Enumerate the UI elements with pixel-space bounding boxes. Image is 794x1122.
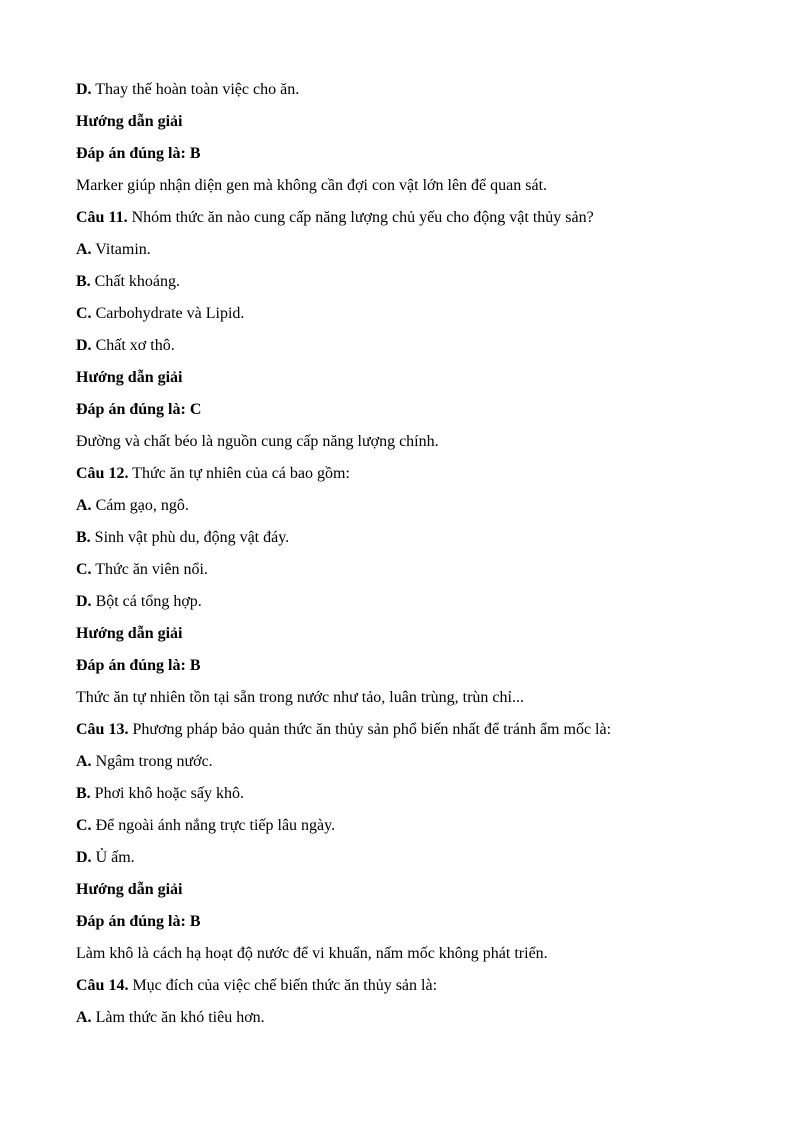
option-c: C. Thức ăn viên nổi. (76, 561, 208, 578)
option-a: A. Làm thức ăn khó tiêu hơn. (76, 1009, 265, 1026)
guide-heading: Hướng dẫn giải (76, 881, 183, 898)
option-c: C. Carbohydrate và Lipid. (76, 305, 245, 322)
question-14: Câu 14. Mục đích của việc chế biến thức ăn thủy sản là: (76, 977, 438, 994)
option-b: B. Sinh vật phù du, động vật đáy. (76, 529, 290, 546)
guide-heading: Hướng dẫn giải (76, 113, 183, 130)
guide-heading: Hướng dẫn giải (76, 369, 183, 386)
option-d: D. Bột cá tổng hợp. (76, 593, 202, 610)
option-b: B. Chất khoáng. (76, 273, 180, 290)
answer-line: Đáp án đúng là: B (76, 145, 201, 162)
option-a: A. Cám gạo, ngô. (76, 497, 189, 514)
option-a: A. Vitamin. (76, 241, 151, 258)
question-12: Câu 12. Thức ăn tự nhiên của cá bao gồm: (76, 465, 350, 482)
answer-line: Đáp án đúng là: B (76, 657, 201, 674)
option-b: B. Phơi khô hoặc sấy khô. (76, 785, 245, 802)
explanation: Marker giúp nhận diện gen mà không cần đợi con vật lớn lên để quan sát. (76, 177, 548, 194)
explanation: Đường và chất béo là nguồn cung cấp năng lượng chính. (76, 433, 439, 450)
guide-heading: Hướng dẫn giải (76, 625, 183, 642)
answer-line: Đáp án đúng là: C (76, 401, 202, 418)
question-11: Câu 11. Nhóm thức ăn nào cung cấp năng lượng chủ yếu cho động vật thủy sản? (76, 209, 594, 226)
option-c: C. Để ngoài ánh nắng trực tiếp lâu ngày. (76, 817, 336, 834)
explanation: Làm khô là cách hạ hoạt độ nước để vi khuẩn, nấm mốc không phát triển. (76, 945, 548, 962)
option-d: D. Thay thế hoàn toàn việc cho ăn. (76, 81, 300, 98)
answer-line: Đáp án đúng là: B (76, 913, 201, 930)
option-d: D. Ủ ấm. (76, 849, 135, 866)
document-page (76, 74, 736, 1034)
explanation: Thức ăn tự nhiên tồn tại sẵn trong nước như tảo, luân trùng, trùn chỉ... (76, 689, 524, 706)
question-13: Câu 13. Phương pháp bảo quản thức ăn thủy sản phổ biến nhất để tránh ẩm mốc là: (76, 721, 612, 738)
option-a: A. Ngâm trong nước. (76, 753, 213, 770)
option-d: D. Chất xơ thô. (76, 337, 175, 354)
